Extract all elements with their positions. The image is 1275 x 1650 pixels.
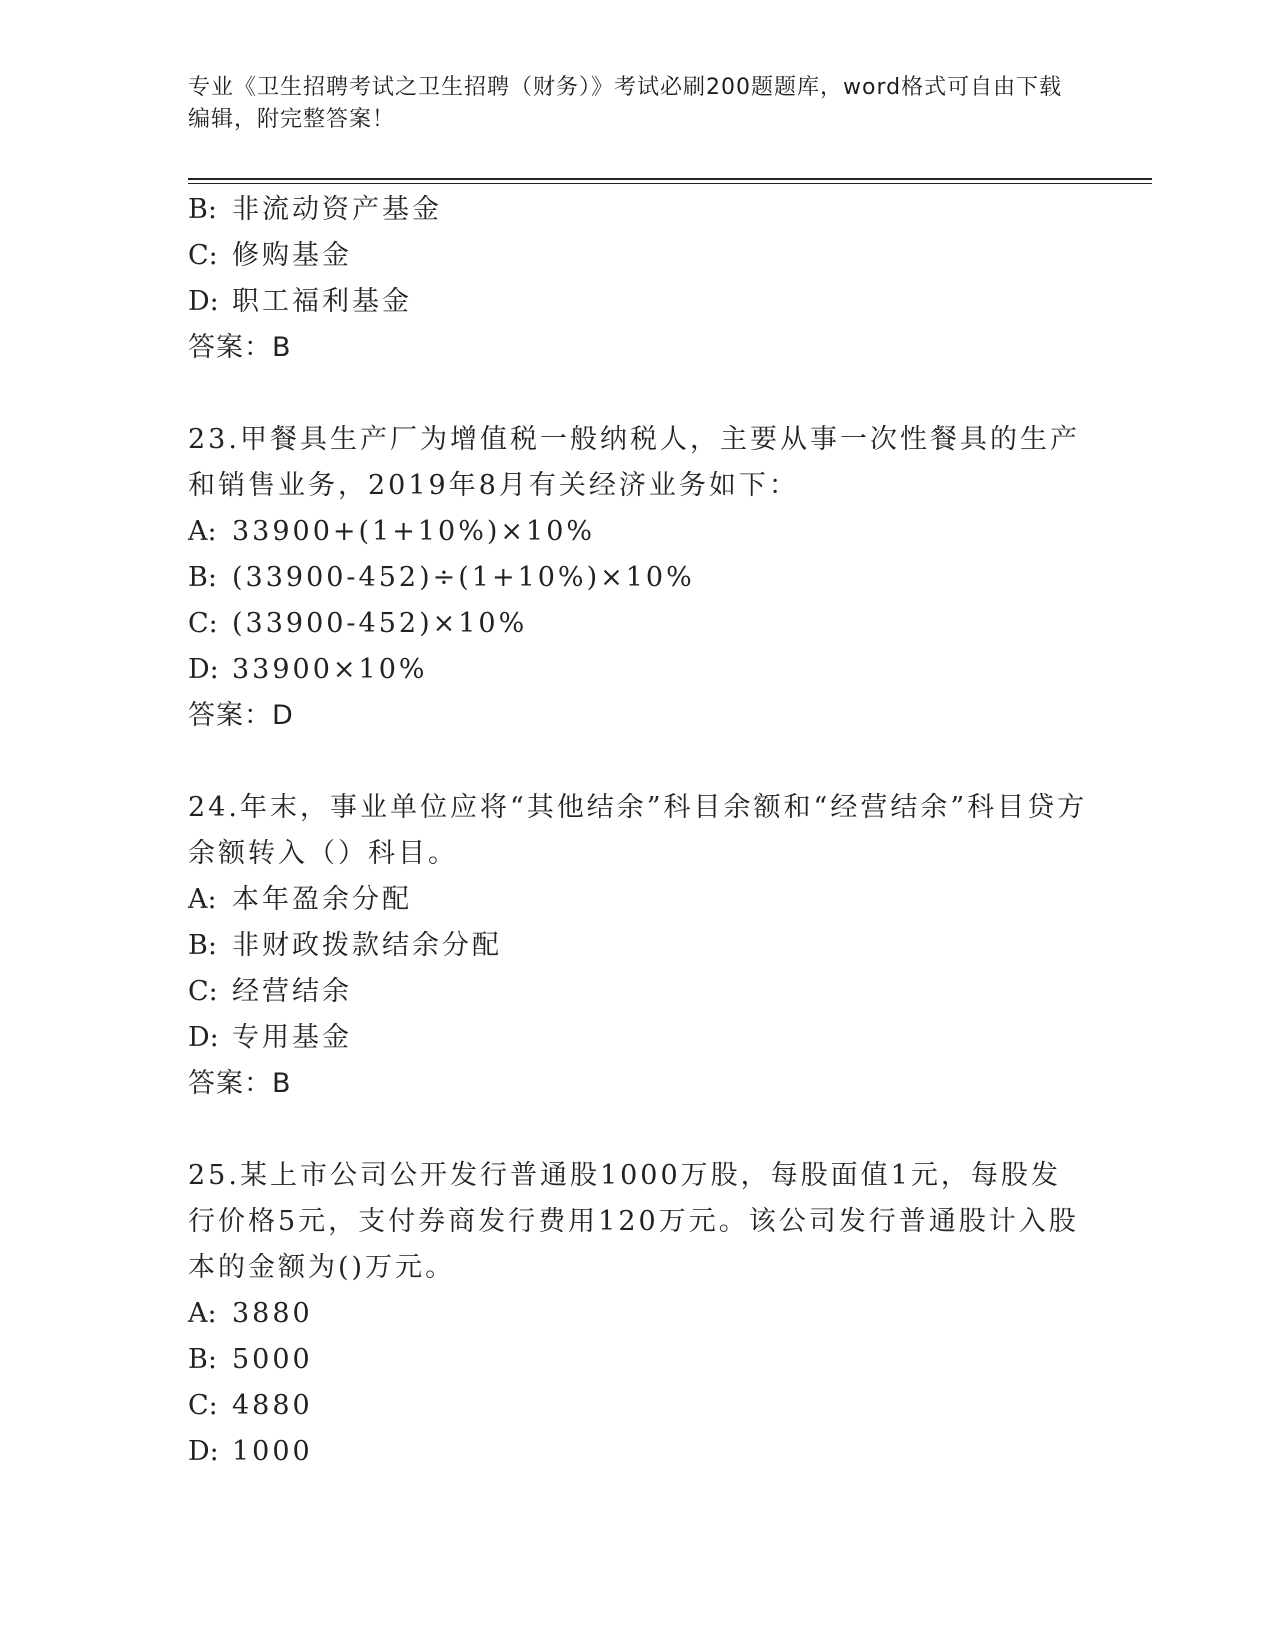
question-24	[188, 785, 1088, 1107]
option-c	[188, 1383, 1088, 1429]
option-letter: D:	[188, 1022, 219, 1053]
option-letter: C:	[188, 1390, 218, 1421]
option-letter: D:	[188, 1436, 219, 1467]
option-letter: C:	[188, 240, 218, 271]
option-text: 修购基金	[232, 240, 352, 271]
option-b	[188, 187, 1088, 233]
option-text: 5000	[232, 1344, 313, 1375]
option-text: 33900+(1+10%)×10%	[232, 516, 596, 547]
option-letter: C:	[188, 976, 218, 1007]
option-d	[188, 647, 1088, 693]
option-text: 职工福利基金	[232, 286, 412, 317]
answer-line: 答案：D	[188, 700, 294, 731]
option-b	[188, 1337, 1088, 1383]
option-text: 本年盈余分配	[232, 884, 412, 915]
question-23	[188, 417, 1088, 739]
option-c	[188, 601, 1088, 647]
prev-question-block	[188, 187, 1088, 371]
page-header: 专业《卫生招聘考试之卫生招聘（财务）》考试必刷200题题库，word格式可自由下载编辑，附完整答案！	[188, 75, 1063, 132]
option-c	[188, 969, 1088, 1015]
option-letter: B:	[188, 930, 217, 961]
answer-line: 答案：B	[188, 1068, 292, 1099]
option-c	[188, 233, 1088, 279]
option-letter: B:	[188, 1344, 217, 1375]
header-rule-thin	[188, 183, 1152, 184]
option-a	[188, 877, 1088, 923]
option-text: 4880	[232, 1390, 313, 1421]
option-a	[188, 1291, 1088, 1337]
option-letter: D:	[188, 286, 219, 317]
question-stem: 25.某上市公司公开发行普通股1000万股，每股面值1元，每股发行价格5元，支付券商发行费用120万元。该公司发行普通股计入股本的金额为()万元。	[188, 1160, 1079, 1283]
option-text: 非财政拨款结余分配	[232, 930, 502, 961]
option-b	[188, 555, 1088, 601]
answer-line: 答案：B	[188, 332, 292, 363]
option-a	[188, 509, 1088, 555]
option-text: 经营结余	[232, 976, 352, 1007]
header-rule-thick	[188, 178, 1152, 180]
question-content	[188, 187, 1088, 1475]
option-letter: A:	[188, 516, 217, 547]
option-text: 3880	[232, 1298, 313, 1329]
option-text: (33900-452)×10%	[232, 608, 528, 639]
option-text: 1000	[232, 1436, 313, 1467]
option-letter: C:	[188, 608, 218, 639]
option-letter: D:	[188, 654, 219, 685]
option-letter: B:	[188, 562, 217, 593]
question-25	[188, 1153, 1088, 1475]
option-d	[188, 1429, 1088, 1475]
option-letter: A:	[188, 1298, 217, 1329]
option-text: 非流动资产基金	[232, 194, 442, 225]
option-text: 33900×10%	[232, 654, 428, 685]
option-text: (33900-452)÷(1+10%)×10%	[232, 562, 695, 593]
option-letter: A:	[188, 884, 217, 915]
option-d	[188, 1015, 1088, 1061]
option-text: 专用基金	[232, 1022, 352, 1053]
option-letter: B:	[188, 194, 217, 225]
question-stem: 23.甲餐具生产厂为增值税一般纳税人，主要从事一次性餐具的生产和销售业务，2019年8月有关经济业务如下：	[188, 424, 1080, 501]
question-stem: 24.年末，事业单位应将“其他结余”科目余额和“经营结余”科目贷方余额转入（）科目。	[188, 792, 1088, 869]
option-d	[188, 279, 1088, 325]
option-b	[188, 923, 1088, 969]
